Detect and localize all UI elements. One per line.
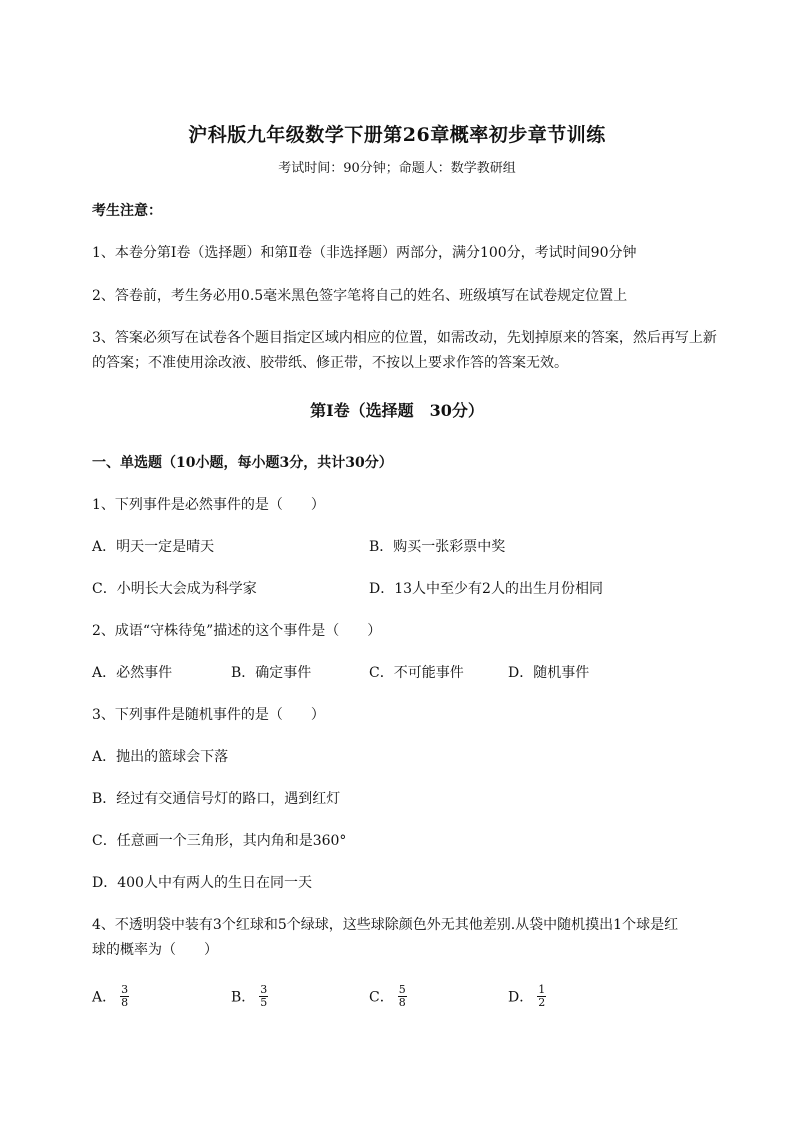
option-label: D．	[508, 989, 534, 1006]
question-2-stem: 2、成语“守株待兔”描述的这个事件是（ ）	[92, 623, 382, 639]
fraction-numerator: 3	[121, 983, 129, 996]
notice-item-3-line2: 的答案；不准使用涂改液、胶带纸、修正带，不按以上要求作答的答案无效。	[92, 355, 568, 371]
page-subtitle: 考试时间：90分钟；命题人：数学教研组	[278, 161, 516, 176]
question-4-option-c	[369, 984, 407, 1009]
fraction-denominator: 5	[260, 996, 268, 1009]
page-title: 沪科版九年级数学下册第26章概率初步章节训练	[188, 124, 606, 146]
section-title: 第I卷（选择题 30分）	[310, 401, 484, 420]
fraction-numerator: 1	[538, 983, 546, 996]
question-1-option-b: B．购买一张彩票中奖	[369, 539, 506, 555]
question-3-option-a: A．抛出的篮球会下落	[92, 749, 229, 765]
question-3-option-d: D．400人中有两人的生日在同一天	[92, 875, 312, 891]
fraction-denominator: 8	[398, 996, 406, 1009]
question-3-option-c: C．任意画一个三角形，其内角和是360°	[92, 833, 347, 849]
option-label: A．	[92, 989, 117, 1006]
question-4-option-b	[231, 984, 268, 1009]
fraction-denominator: 2	[538, 996, 546, 1009]
question-3-stem: 3、下列事件是随机事件的是（ ）	[92, 707, 325, 723]
question-1-stem: 1、下列事件是必然事件的是（ ）	[92, 497, 325, 513]
option-label: C．	[369, 989, 394, 1006]
question-2-option-c: C．不可能事件	[369, 665, 464, 681]
question-2-option-a: A．必然事件	[92, 665, 173, 681]
question-4-option-a	[92, 984, 129, 1009]
part-heading: 一、单选题（10小题，每小题3分，共计30分）	[92, 455, 393, 471]
question-4-option-d	[508, 984, 546, 1009]
fraction-numerator: 3	[260, 983, 268, 996]
notice-item-3-line1: 3、答案必须写在试卷各个题目指定区域内相应的位置，如需改动，先划掉原来的答案，然后再写上新	[92, 330, 717, 346]
question-1-option-c: C．小明长大会成为科学家	[92, 581, 257, 597]
question-1-option-d: D．13人中至少有2人的出生月份相同	[369, 581, 603, 597]
fraction	[120, 984, 129, 1009]
notice-heading: 考生注意：	[92, 203, 162, 219]
fraction	[259, 984, 268, 1009]
fraction-numerator: 5	[398, 983, 406, 996]
question-1-option-a: A．明天一定是晴天	[92, 539, 215, 555]
fraction	[537, 984, 546, 1009]
fraction-denominator: 8	[121, 996, 129, 1009]
question-3-option-b: B．经过有交通信号灯的路口，遇到红灯	[92, 791, 341, 807]
option-label: B．	[231, 989, 256, 1006]
notice-item-1: 1、本卷分第I卷（选择题）和第Ⅱ卷（非选择题）两部分，满分100分，考试时间90分钟	[92, 245, 637, 261]
question-2-option-d: D．随机事件	[508, 665, 590, 681]
fraction	[398, 984, 407, 1009]
question-2-option-b: B．确定事件	[231, 665, 312, 681]
notice-item-2: 2、答卷前，考生务必用0.5毫米黑色签字笔将自己的姓名、班级填写在试卷规定位置上	[92, 288, 628, 304]
question-4-stem-line1: 4、不透明袋中装有3个红球和5个绿球，这些球除颜色外无其他差别.从袋中随机摸出1个球是红	[92, 917, 679, 933]
question-4-stem-line2: 球的概率为（ ）	[92, 942, 218, 958]
